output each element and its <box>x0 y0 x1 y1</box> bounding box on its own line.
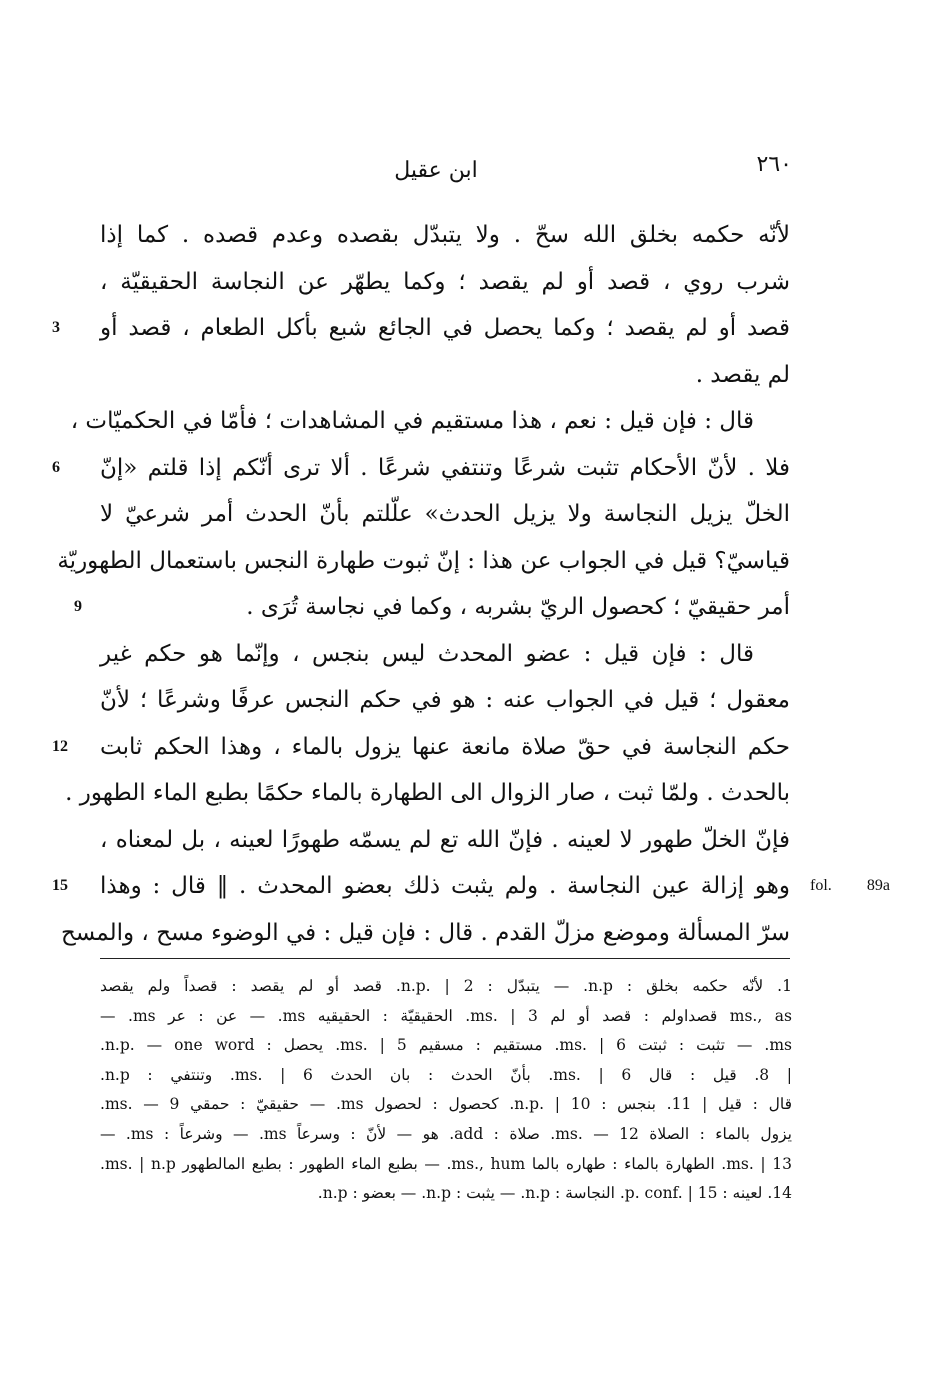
text-line: قال : فإن قيل : عضو المحدث ليس بنجس ، وإنّما هو حكم غير <box>100 640 754 667</box>
folio-marker: fol. 89a <box>810 877 890 894</box>
footnote-line: ms., as قصداولم : قصد أو لم ms. | 3. الحقيقيّة : الحقيقيه ms. — عن : عر ms. — <box>100 1006 792 1025</box>
text-line: قال : فإن قيل : نعم ، هذا مستقيم في المشاهدات ؛ فأمّا في الحكميّات ، <box>70 408 754 434</box>
apparatus-notes <box>100 972 792 1209</box>
footnote-line: ms. | 13. الطهارة بالماء : طهاره بالما ms., hum. — بطبع الماء الطهور : بطبع المالطهور ms. | n.p. <box>100 1154 792 1173</box>
line-number: 9 <box>74 598 82 615</box>
footnote-line: قال : قيل | 11. بنجس : n.p. | 10. كحصول : لحصول ms. — حقيقيّ : حمقي ms. — 9. <box>100 1095 792 1114</box>
footnote-line: 14. لعينه : p. conf. | 15. النجاسة : n.p. — يثبت : n.p. — بعضو : n.p. <box>317 1184 792 1203</box>
text-line: أمر حقيقيّ ؛ كحصول الريّ بشربه ، وكما في نجاسة تُرَى . 9 <box>100 584 790 631</box>
line-number: 3 <box>52 319 60 336</box>
line-number: 15 <box>52 877 68 894</box>
footnote-line: 1. لأنّه حكمه بخلق : n.p. — يتبدّل : n.p. | 2. قصد أو لم يقصد : قصداً ولم يقصد <box>100 977 792 995</box>
text-line: بالحدث . ولمّا ثبت ، صار الزوال الى الطهارة بالماء حكمًا بطبع الماء الطهور . <box>65 780 790 806</box>
footnote-line: يزول بالماء : الصلاة ms. — 12. صلاة : add. هو — لأنّ : وسرعاً ms. — وشرعاً : ms. — <box>100 1124 792 1143</box>
text-line: حكم النجاسة في حقّ صلاة مانعة عنها يزول بالماء ، وهذا الحكم ثابت 12 <box>100 724 790 771</box>
text-line: وهو إزالة عين النجاسة . ولم يثبت ذلك بعضو المحدث . ‖ قال : وهذا 15 fol. 89a <box>100 863 790 910</box>
text-line: الخلّ يزيل النجاسة ولا يزيل الحدث» علّلتم بأنّ الحدث أمر شرعيّ لا <box>100 501 790 527</box>
text-line: لأنّه حكمه بخلق الله سحّ . ولا يتبدّل بقصده وعدم قصده . كما إذا <box>100 222 790 248</box>
footnote-line: ms. — تثبت : ثبتت ms. | 6. مستقيم : مسقيم ms. | 5. يحصل : n.p. — one word. <box>100 1036 792 1055</box>
main-text <box>52 212 890 956</box>
text-line: معقول ؛ قيل في الجواب عنه : هو في حكم النجس عرفًا وشرعًا ؛ لأنّ <box>100 687 790 713</box>
text-line: فلا . لأنّ الأحكام تثبت شرعًا وتنتفي شرعًا . ألا ترى أنّكم إذا قلتم «إنّ 6 <box>100 445 790 492</box>
text-line: شرب روي ، قصد أو لم يقصد ؛ وكما يطهّر عن النجاسة الحقيقيّة ، <box>100 268 790 295</box>
text-line: فإنّ الخلّ طهور لا لعينه . فإنّ الله تع لم يسمّه طهورًا لعينه ، بل لمعناه ، <box>100 826 790 853</box>
running-title: ابن عقيل <box>394 158 478 183</box>
text-line: سرّ المسألة وموضع مزلّ القدم . قال : فإن قيل : في الوضوء مسح ، والمسح <box>60 919 790 946</box>
footnote-line: | 8. قيل : قال ms. | 6. بأنّ الحدث : بان الحدث ms. | 6. وتنتفي : n.p. <box>100 1065 792 1084</box>
page-number: ٢٦٠ <box>756 152 792 177</box>
footnote-divider <box>100 958 790 959</box>
line-number: 12 <box>52 737 68 755</box>
line-number: 6 <box>52 458 60 476</box>
text-line: قصد أو لم يقصد ؛ وكما يحصل في الجائع شبع بأكل الطعام ، قصد أو 3 <box>100 305 790 352</box>
text-line: قياسيّ؟ قيل في الجواب عن هذا : إنّ ثبوت طهارة النجس باستعمال الطهوريّة <box>57 547 790 574</box>
text-line: لم يقصد . <box>695 361 790 388</box>
